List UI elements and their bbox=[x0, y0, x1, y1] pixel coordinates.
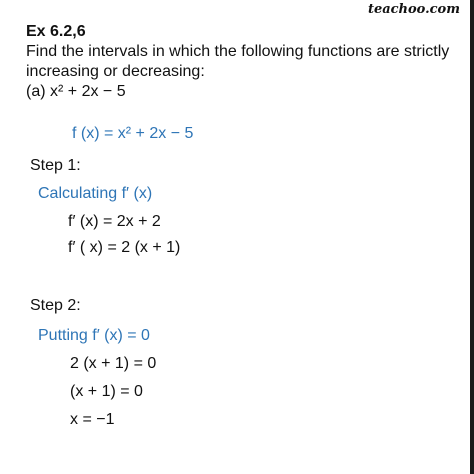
step2-equation-line-2: (x + 1) = 0 bbox=[70, 383, 143, 400]
step2-heading: Putting f′ (x) = 0 bbox=[38, 327, 150, 344]
step1-factored-line: f′ ( x) = 2 (x + 1) bbox=[68, 239, 181, 256]
step2-label: Step 2: bbox=[30, 297, 81, 314]
step1-derivative-line: f′ (x) = 2x + 2 bbox=[68, 213, 161, 230]
step2-equation-line-3: x = −1 bbox=[70, 411, 115, 428]
step2-equation-line-1: 2 (x + 1) = 0 bbox=[70, 355, 157, 372]
question-part-a: (a) x² + 2x − 5 bbox=[26, 83, 126, 100]
function-definition: f (x) = x² + 2x − 5 bbox=[72, 125, 194, 142]
question-line-1: Find the intervals in which the following functions are strictly bbox=[26, 43, 450, 60]
teachoo-logo: teachoo.com bbox=[367, 2, 460, 17]
step1-heading: Calculating f′ (x) bbox=[38, 185, 153, 202]
question-line-2: increasing or decreasing: bbox=[26, 63, 205, 80]
exercise-title: Ex 6.2,6 bbox=[26, 23, 86, 40]
step1-label: Step 1: bbox=[30, 157, 81, 174]
right-border bbox=[470, 0, 474, 474]
